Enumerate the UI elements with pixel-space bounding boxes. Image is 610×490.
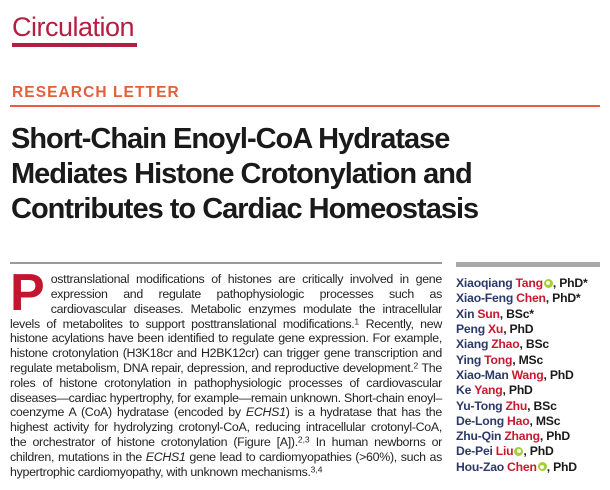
author-family-name: Chen bbox=[516, 291, 546, 306]
author-family-name: Xu bbox=[488, 322, 504, 337]
author-degree: , PhD bbox=[502, 383, 533, 398]
author-given-name: Hou-Zao bbox=[456, 459, 505, 474]
author-row bbox=[456, 291, 600, 306]
author-row bbox=[456, 337, 600, 352]
author-given-name: Xin bbox=[456, 306, 475, 321]
orcid-icon[interactable] bbox=[544, 279, 553, 288]
author-row bbox=[456, 460, 600, 475]
author-family-name: Zhu bbox=[505, 398, 528, 413]
author-degree: , BSc bbox=[519, 337, 549, 352]
orcid-icon[interactable] bbox=[538, 462, 547, 471]
author-list bbox=[456, 276, 600, 475]
body-text-segment: Recently, new histone acylations have been identified to regulate gene expression. For example, histone crotonylation (H3K18cr and H2BK12cr) can trigger gene transcription and regulate metabolism, DNA repair, depression, and reproductive development. bbox=[10, 316, 442, 375]
author-row bbox=[456, 429, 600, 444]
author-given-name: Xiang bbox=[456, 337, 489, 352]
article-paragraph bbox=[10, 264, 442, 479]
article-title bbox=[11, 122, 600, 227]
author-given-name: De-Pei bbox=[456, 444, 493, 459]
author-degree: , PhD* bbox=[552, 276, 588, 291]
author-divider-bar bbox=[456, 262, 600, 267]
body-text-segment: ) is a hydratase that has the highest activity for hydrolyzing crotonyl-CoA, reducing intracellular crotonyl-CoA, the orchestrator of histone crotonylation (Figure [A]). bbox=[10, 405, 442, 449]
content-columns bbox=[10, 262, 600, 479]
journal-logo[interactable]: Circulation bbox=[12, 13, 137, 47]
author-row bbox=[456, 307, 600, 322]
author-row bbox=[456, 368, 600, 383]
author-given-name: Yu-Tong bbox=[456, 398, 503, 413]
author-given-name: Ying bbox=[456, 352, 482, 367]
author-degree: , MSc bbox=[529, 413, 561, 428]
author-given-name: De-Long bbox=[456, 413, 505, 428]
author-degree: , PhD bbox=[523, 444, 554, 459]
author-row bbox=[456, 353, 600, 368]
author-family-name: Hao bbox=[507, 413, 530, 428]
author-given-name: Xiaoqiang bbox=[456, 276, 513, 291]
author-given-name: Ke bbox=[456, 383, 472, 398]
author-degree: , PhD* bbox=[545, 291, 581, 306]
section-banner bbox=[10, 84, 600, 107]
author-family-name: Yang bbox=[474, 383, 503, 398]
author-family-name: Tang bbox=[515, 276, 543, 291]
author-row bbox=[456, 414, 600, 429]
author-given-name: Xiao-Feng bbox=[456, 291, 514, 306]
author-family-name: Zhang bbox=[504, 429, 540, 444]
author-row bbox=[456, 444, 600, 459]
author-family-name: Chen bbox=[507, 459, 537, 474]
author-family-name: Sun bbox=[477, 306, 500, 321]
body-text-segment: The roles of histone crotonylation in pathophysiologic processes of cardiovascular diseases—cardiac hypertrophy, for example—remain unknown. Short-chain enoyl–coenzyme A (CoA) hydratase (encoded by bbox=[10, 360, 442, 420]
author-degree: , PhD bbox=[503, 322, 534, 337]
author-degree: , BSc bbox=[527, 398, 557, 413]
title-line: Short-Chain Enoyl-CoA Hydratase bbox=[11, 123, 450, 156]
body-text-segment: gene lead to cardiomyopathies (>60%), such as hypertrophic cardiomyopathy, with unknown mechanisms. bbox=[10, 449, 442, 479]
reference-marker: 2,3 bbox=[297, 434, 310, 445]
author-given-name: Xiao-Man bbox=[456, 367, 509, 382]
author-family-name: Wang bbox=[511, 367, 544, 382]
author-given-name: Zhu-Qin bbox=[456, 429, 502, 444]
author-column bbox=[456, 262, 600, 475]
author-degree: , PhD bbox=[539, 429, 571, 444]
author-given-name: Peng bbox=[456, 322, 485, 337]
author-family-name: Liu bbox=[495, 444, 514, 459]
gene-name: ECHS1 bbox=[245, 405, 286, 420]
author-row bbox=[456, 276, 600, 291]
drop-cap: P bbox=[10, 264, 45, 323]
author-family-name: Tong bbox=[484, 352, 513, 367]
author-degree: , MSc bbox=[512, 352, 544, 367]
gene-name: ECHS1 bbox=[145, 449, 186, 464]
author-family-name: Zhao bbox=[491, 337, 520, 352]
reference-marker: 2 bbox=[413, 360, 419, 371]
author-row bbox=[456, 399, 600, 414]
title-line: Mediates Histone Crotonylation and bbox=[11, 158, 472, 191]
author-row bbox=[456, 322, 600, 337]
body-text-segment: In human newborns or children, mutations in the bbox=[10, 434, 442, 464]
title-line: Contributes to Cardiac Homeostasis bbox=[11, 193, 479, 226]
author-row bbox=[456, 383, 600, 398]
reference-marker: 1 bbox=[354, 316, 360, 327]
section-label: RESEARCH LETTER bbox=[12, 84, 180, 102]
author-degree: , BSc* bbox=[499, 306, 534, 321]
author-degree: , PhD bbox=[546, 459, 577, 474]
article-body-column bbox=[10, 262, 442, 479]
author-degree: , PhD bbox=[543, 367, 574, 382]
masthead bbox=[0, 0, 610, 47]
reference-marker: 3,4 bbox=[310, 464, 323, 475]
body-text-segment: osttranslational modifications of histones are critically involved in gene expression and regulate pathophysiologic processes such as cardiovascular diseases. Metabolic enzymes modulate the intracellular levels of metabolites to support posttranslational modifications. bbox=[10, 272, 442, 331]
